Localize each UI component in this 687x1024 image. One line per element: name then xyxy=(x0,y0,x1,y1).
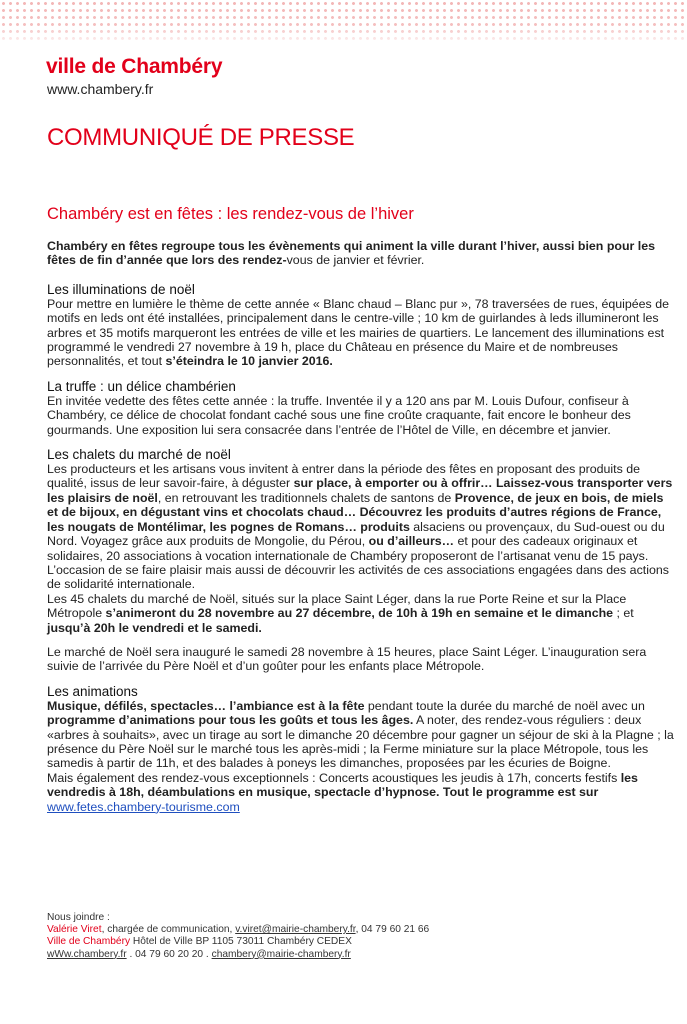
chalets-text-g: et pour des cadeaux originaux et solidaires, 20 associations à vocation internationale de Chambéry proposeront de l’artisanat venu de 15 pays. L’occasion de se faire plaisir mais aussi de découvrir les activités de ces associations engagées dans des actions de solidarité internationale. xyxy=(47,534,669,592)
headline-part2: vous de l’hiver xyxy=(308,205,414,223)
intro-paragraph xyxy=(47,239,677,268)
truffe-paragraph: En invitée vedette des fêtes cette année : la truffe. Inventée il y a 120 ans par M. Louis Dufour, confiseur à Chambéry, ce délice de chocolat fondant caché sous une fine croûte craquante, fait encore le bonheur des gourmands. Une exposition lui sera consacrée dans l’entrée de l’Hôtel de Ville, en décembre et janvier. xyxy=(47,393,631,437)
header-dot-fade xyxy=(0,0,687,44)
contact-email-link[interactable]: v.viret@mairie-chambery.fr xyxy=(235,924,356,936)
chalets-bold-b: sur place, à emporter ou à offrir… Laissez-vous transporter vers les plaisirs de noël xyxy=(47,476,673,505)
animations-text-b: pendant toute la durée du marché de noël avec un xyxy=(364,698,645,713)
animations-text-d: A noter, des rendez-vous réguliers : deux «arbres à souhaits», avec un tirage au sort le dimanche 20 décembre pour gagner un séjour de ski à la Plagne ; la présence du Père Noël sur le marché tous les après-midi ; la Ferme miniature sur la place Métropole, tous les samedis à partir de 11h, et des balades à poneys les dimanches, proposées par les écuries de Boigne. xyxy=(47,713,674,771)
headline-part1: Chambéry est en fêtes : les rendez- xyxy=(47,205,309,223)
chalets-p2-text-c: ; et xyxy=(613,606,634,621)
animations-paragraph-2 xyxy=(47,771,677,800)
article-body xyxy=(47,239,677,814)
animations-p2-bold-b: les vendredis à 18h, déambulations en musique, spectacle d’hypnose. Tout le programme est sur xyxy=(47,770,638,800)
chalets-text-c: , en retrouvant les traditionnels chalets de santons de xyxy=(157,490,455,505)
animations-bold-a: Musique, défilés, spectacles… l’ambiance est à la fête xyxy=(47,698,365,713)
intro-bold: Chambéry en fêtes regroupe tous les évènements qui animent la ville durant l’hiver, aussi bien pour les fêtes de fin d’année que lors des rendez- xyxy=(47,239,656,268)
footer-email-link[interactable]: chambery@mairie-chambery.fr xyxy=(211,948,351,960)
footer-org-line xyxy=(47,936,429,948)
section-title-animations: Les animations xyxy=(47,683,138,699)
illuminations-paragraph xyxy=(47,297,677,369)
section-title-illuminations: Les illuminations de noël xyxy=(47,281,195,297)
footer-web-phone: . 04 79 60 20 20 . xyxy=(126,948,212,960)
chalets-text-e: alsaciens ou provençaux, du Sud-ouest ou du Nord. Voyagez grâce aux produits de Mongolie, du Pérou, xyxy=(47,519,665,549)
chalets-bold-f: ou d’ailleurs… xyxy=(368,534,455,549)
org-address: Hôtel de Ville BP 1105 73011 Chambéry CEDEX xyxy=(130,936,352,948)
animations-bold-c: programme d’animations pour tous les goûts et tous les âges. xyxy=(47,713,414,728)
logo: ville de Chambéry xyxy=(46,55,223,78)
section-title-chalets: Les chalets du marché de noël xyxy=(47,447,231,463)
footer-contact-line xyxy=(47,924,429,936)
animations-link-line xyxy=(47,800,677,814)
chalets-paragraph-2 xyxy=(47,592,677,635)
headline xyxy=(47,206,414,223)
illuminations-body: Pour mettre en lumière le thème de cette année « Blanc chaud – Blanc pur », 78 traversées de rues, équipées de motifs en leds ont été installées, principalement dans le centre-ville ; 10 km de guirlandes à leds illumineront les arbres et 35 motifs marqueront les entrées de ville et les mairies de quartiers. Le lancement des illuminations est programmé le vendredi 27 novembre à 19 h, place du Château en présence du Maire et de nombreuses personnalités, et tout xyxy=(47,296,669,369)
website-url: www.chambery.fr xyxy=(47,81,154,97)
footer-web-line xyxy=(47,949,429,961)
contact-role: , chargée de communication, xyxy=(101,924,236,936)
press-release-title: COMMUNIQUÉ DE PRESSE xyxy=(47,124,355,151)
intro-rest: vous de janvier et février. xyxy=(286,253,425,268)
contact-name: Valérie Viret xyxy=(47,924,102,936)
org-name: Ville de Chambéry xyxy=(47,936,131,948)
illuminations-bold: s’éteindra le 10 janvier 2016. xyxy=(165,354,333,369)
chalets-p2-bold-d: jusqu’à 20h le vendredi et le samedi. xyxy=(47,620,262,635)
animations-p2-text-a: Mais également des rendez-vous exceptionnels : Concerts acoustiques les jeudis à 17h, concerts festifs xyxy=(47,770,621,785)
footer-label: Nous joindre : xyxy=(47,912,110,923)
chalets-bold-d: Provence, de jeux en bois, de miels et de bijoux, en dégustant vins et chocolats chaud… Découvrez les produits d’autres régions de France, les nougats de Montélimar, les pognes de Romans… produits xyxy=(47,490,664,534)
chalets-p2-bold-b: s’animeront du 28 novembre au 27 décembre, de 10h à 19h en semaine et le dimanche xyxy=(105,606,614,621)
chalets-paragraph-1 xyxy=(47,462,677,592)
chalets-text-a: Les producteurs et les artisans vous invitent à entrer dans la période des fêtes en proposant des produits de qualité, issus de leur savoir-faire, à déguster xyxy=(47,462,641,491)
animations-paragraph-1 xyxy=(47,699,677,771)
tourism-website-link[interactable]: www.fetes.chambery-tourisme.com xyxy=(47,799,240,814)
section-title-truffe: La truffe : un délice chambérien xyxy=(47,378,236,394)
chalets-paragraph-3: Le marché de Noël sera inauguré le samedi 28 novembre à 15 heures, place Saint Léger. L’inauguration sera suivie de l’arrivée du Père Noël et d’un goûter pour les enfants place Métropole. xyxy=(47,644,647,674)
contact-footer xyxy=(47,912,429,961)
footer-website-link[interactable]: wWw.chambery.fr xyxy=(47,948,127,960)
chalets-p2-text-a: Les 45 chalets du marché de Noël, situés sur la place Saint Léger, dans la rue Porte Reine et sur la Place Métropole xyxy=(47,591,627,621)
contact-phone: , 04 79 60 21 66 xyxy=(355,924,430,936)
